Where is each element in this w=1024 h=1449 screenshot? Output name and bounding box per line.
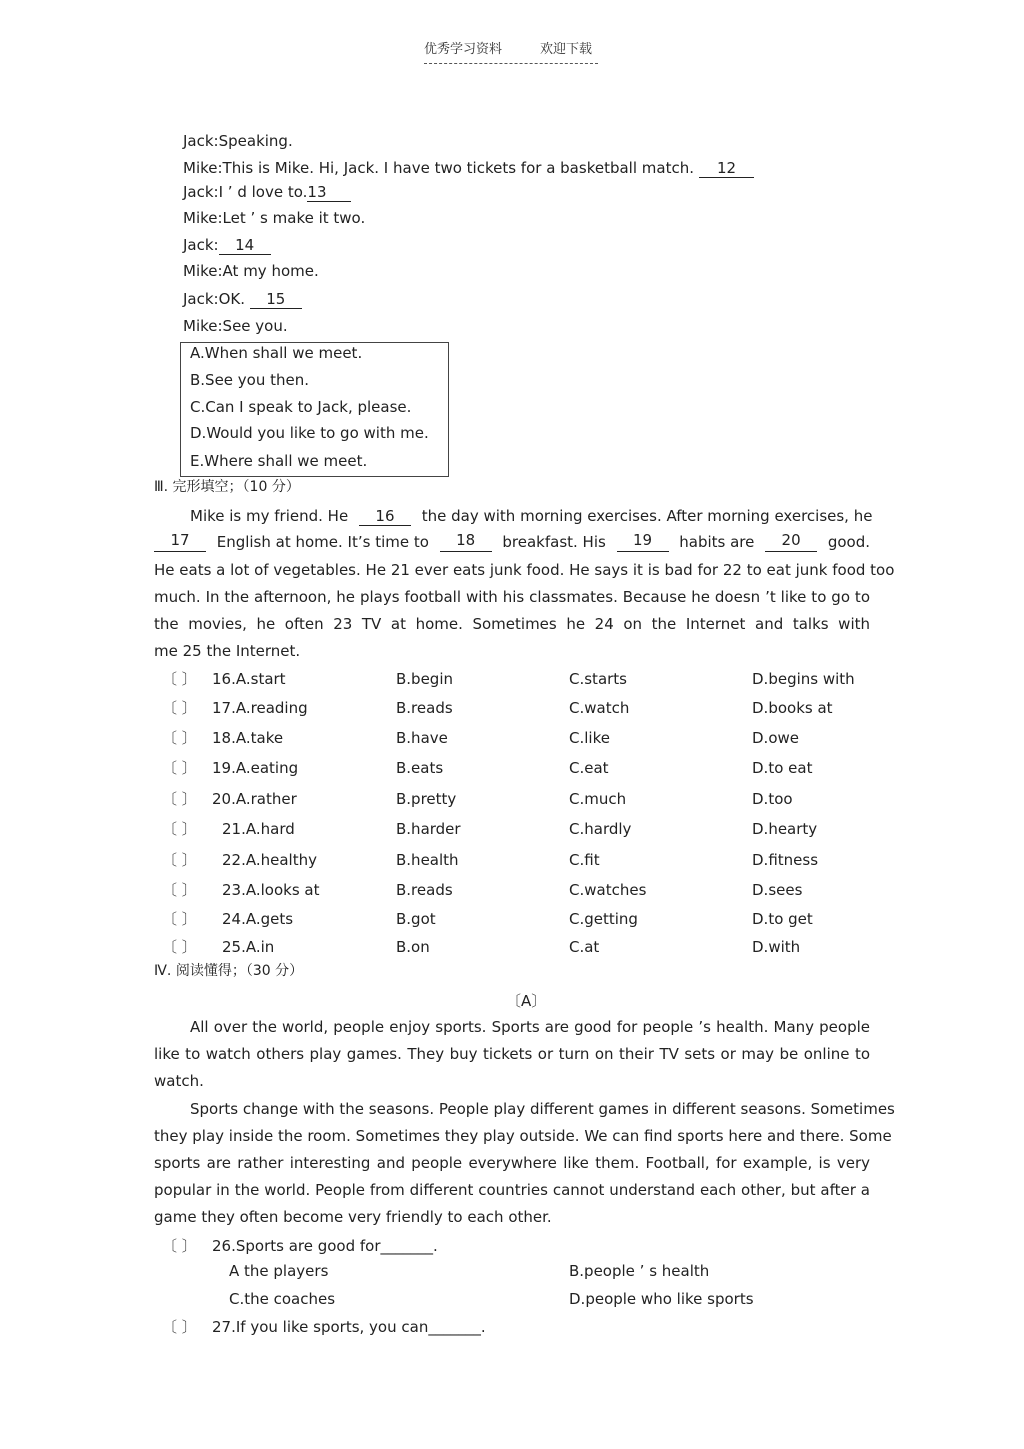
answer-bracket[interactable]: 〔 〕 — [162, 910, 197, 928]
answer-bracket[interactable]: 〔 〕 — [162, 1237, 197, 1255]
option-b: B.got — [396, 910, 436, 928]
option-a: A.hard — [245, 820, 295, 838]
option-d: D.to eat — [752, 759, 813, 777]
option-c: C.much — [569, 790, 627, 808]
answer-bracket[interactable]: 〔 〕 — [162, 938, 197, 956]
option-a: A.gets — [245, 910, 294, 928]
cloze-line: Mike is my friend. He 16 the day with morning exercises. After morning exercises, he — [190, 507, 873, 525]
option-a: A.take — [235, 729, 284, 747]
question-option-a — [222, 880, 320, 900]
answer-blank[interactable]: 15 — [250, 291, 302, 309]
option-c: C.fit — [569, 851, 600, 869]
question-option-a — [212, 669, 286, 689]
option-a: A the players — [229, 1262, 329, 1280]
dialogue-line: Jack:Speaking. — [183, 132, 293, 150]
option-a: A.rather — [235, 790, 297, 808]
dialogue-line: Jack:I ’ d love to.13 — [183, 182, 351, 202]
dialogue-line: Mike:See you. — [183, 317, 288, 335]
option-item: B.See you then. — [190, 371, 310, 389]
answer-blank[interactable]: 17 — [154, 532, 206, 552]
question-option-a — [212, 698, 308, 718]
dialogue-line: Mike:This is Mike. Hi, Jack. I have two tickets for a basketball match. — [183, 159, 694, 177]
header-left: 优秀学习资料 — [424, 42, 503, 57]
question-number: 19. — [212, 759, 236, 777]
option-b: B.harder — [396, 820, 461, 838]
question-number: 17. — [212, 699, 236, 717]
option-c: C.like — [569, 729, 610, 747]
answer-blank[interactable]: 16 — [359, 508, 411, 526]
question-number: 18. — [212, 729, 236, 747]
question-number: 20. — [212, 790, 236, 808]
header-divider — [424, 63, 598, 64]
option-item: E.Where shall we meet. — [190, 452, 368, 470]
option-c: C.watch — [569, 699, 630, 717]
question-number: 16. — [212, 670, 236, 688]
question-number: 22. — [222, 851, 246, 869]
question-option-a — [212, 789, 297, 809]
question-option-a — [212, 758, 298, 778]
answer-blank[interactable]: 18 — [440, 532, 492, 552]
answer-blank[interactable]: 19 — [617, 532, 669, 552]
reading-paragraph: All over the world, people enjoy sports. Sports are good for people ’s health. Many people like to watch others play games. They buy tickets or turn on their TV sets or may be online to watch. — [154, 1018, 870, 1090]
option-a: A.eating — [235, 759, 299, 777]
question-option-a — [222, 819, 295, 839]
dialogue-line: Mike:At my home. — [183, 262, 319, 280]
option-c: C.at — [569, 938, 600, 956]
answer-bracket[interactable]: 〔 〕 — [162, 820, 197, 838]
answer-bracket[interactable]: 〔 〕 — [162, 881, 197, 899]
cloze-line: 17 English at home. It’s time to 18 breakfast. His 19 habits are 20 good. — [154, 532, 870, 552]
option-c: C.eat — [569, 759, 609, 777]
part-label: 〔A〕 — [506, 992, 547, 1010]
answer-blank[interactable]: 20 — [765, 532, 817, 552]
option-d: D.fitness — [752, 851, 819, 869]
option-c: C.getting — [569, 910, 638, 928]
answer-blank[interactable]: 13 — [307, 184, 351, 202]
option-b: B.health — [396, 851, 459, 869]
question-number: 21. — [222, 820, 246, 838]
option-b: B.people ’ s health — [569, 1262, 710, 1280]
option-b: B.begin — [396, 670, 454, 688]
answer-bracket[interactable]: 〔 〕 — [162, 729, 197, 747]
question-stem: 26.Sports are good for_______. — [212, 1237, 438, 1255]
answer-bracket[interactable]: 〔 〕 — [162, 759, 197, 777]
option-c: C.hardly — [569, 820, 632, 838]
option-a: A.healthy — [245, 851, 317, 869]
option-d: D.owe — [752, 729, 799, 747]
option-c: C.the coaches — [229, 1290, 336, 1308]
option-a: A.start — [235, 670, 286, 688]
answer-bracket[interactable]: 〔 〕 — [162, 1318, 197, 1336]
option-b: B.reads — [396, 699, 453, 717]
question-number: 25. — [222, 938, 246, 956]
dialogue-line: Mike:Let ’ s make it two. — [183, 209, 366, 227]
option-b: B.have — [396, 729, 448, 747]
cloze-paragraph: He eats a lot of vegetables. He 21 ever eats junk food. He says it is bad for 22 to eat junk food too much. In the afternoon, he plays football with his classmates. Because he doesn ’t like to go to the movies, he often 23 TV at home. Sometimes he 24 on the Internet and talks with me 25 the Internet. — [154, 561, 895, 660]
option-d: D.people who like sports — [569, 1290, 754, 1308]
question-option-a — [212, 728, 283, 748]
dialogue-line: Jack:OK. 15 — [183, 289, 302, 309]
option-d: D.begins with — [752, 670, 855, 688]
question-option-a — [222, 850, 317, 870]
section-title: Ⅲ. 完形填空；（10 分） — [154, 479, 300, 495]
header-right: 欢迎下载 — [540, 42, 593, 57]
answer-bracket[interactable]: 〔 〕 — [162, 699, 197, 717]
option-b: B.eats — [396, 759, 444, 777]
option-a: A.in — [245, 938, 275, 956]
option-d: D.books at — [752, 699, 833, 717]
option-item: A.When shall we meet. — [190, 344, 363, 362]
reading-paragraph: Sports change with the seasons. People play different games in different seasons. Sometimes they play inside the room. Sometimes they play outside. We can find sports here and there. Some sports are rather interesting and people everywhere like them. Football, for example, is very popular in the world. People from different countries cannot understand each other, but after a game they often become very friendly to each other. — [154, 1100, 895, 1226]
option-b: B.pretty — [396, 790, 457, 808]
answer-bracket[interactable]: 〔 〕 — [162, 790, 197, 808]
answer-blank[interactable]: 12 — [699, 158, 754, 178]
question-number: 24. — [222, 910, 246, 928]
answer-bracket[interactable]: 〔 〕 — [162, 851, 197, 869]
option-item: D.Would you like to go with me. — [190, 424, 429, 442]
option-item: C.Can I speak to Jack, please. — [190, 398, 412, 416]
option-d: D.sees — [752, 881, 803, 899]
question-option-a — [222, 937, 274, 957]
question-stem: 27.If you like sports, you can_______. — [212, 1318, 486, 1336]
option-a: A.reading — [235, 699, 308, 717]
option-d: D.too — [752, 790, 793, 808]
option-c: C.watches — [569, 881, 647, 899]
dialogue-line: Jack: 14 — [183, 235, 271, 255]
option-d: D.to get — [752, 910, 813, 928]
option-d: D.with — [752, 938, 801, 956]
option-b: B.reads — [396, 881, 453, 899]
option-b: B.on — [396, 938, 430, 956]
answer-bracket[interactable]: 〔 〕 — [162, 670, 197, 688]
option-d: D.hearty — [752, 820, 818, 838]
question-option-a — [222, 909, 293, 929]
section-title: Ⅳ. 阅读懂得；（30 分） — [154, 963, 304, 979]
option-c: C.starts — [569, 670, 627, 688]
option-a: A.looks at — [245, 881, 320, 899]
question-number: 23. — [222, 881, 246, 899]
answer-blank[interactable]: 14 — [219, 237, 271, 255]
